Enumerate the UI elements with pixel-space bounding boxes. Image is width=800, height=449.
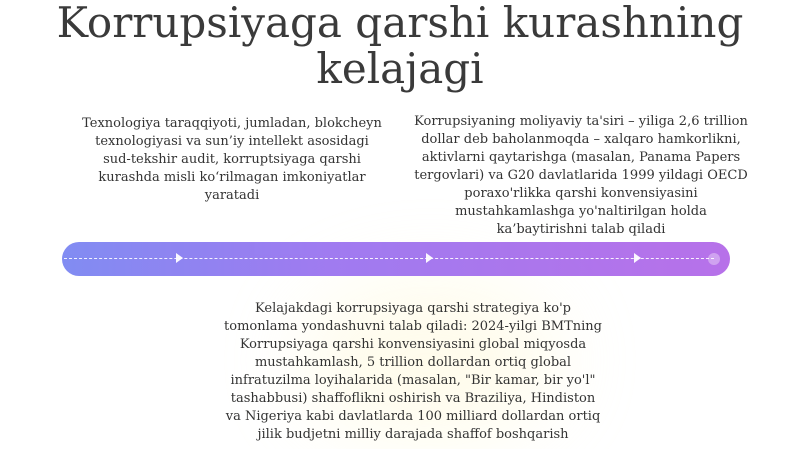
page-title: Korrupsiyaga qarshi kurashning kelajagi bbox=[56, 0, 744, 93]
arrow-right-icon bbox=[634, 253, 641, 263]
right-text-block: Korrupsiyaning moliyaviy ta'siri – yiliga 2,6 trillion dollar deb baholanmoqda – xalqaro hamkorlikni, aktivlarni qaytarishga (masalan, Panama Papers tergovlari) va G20 davlatlarida 1999 yildagi OECD poraxo'rlikka qarshi konvensiyasini mustahkamlashga yo'naltirilgan holda ka’baytirishni talab qiladi bbox=[414, 114, 748, 237]
bottom-text-block: Kelajakdagi korrupsiyaga qarshi strategiya ko'p tomonlama yondashuvni talab qiladi: 2024-yilgi BMTning Korrupsiyaga qarshi konvensiyasini global miqyosda mustahkamlash, 5 trillion dollardan ortiq global infratuzilma loyihalarida (masalan, "Bir kamar, bir yo'l" tashabbusi) shaffoflikni oshirish va Braziliya, Hindiston va Nigeriya kabi davlatlarda 100 milliard dollardan ortiq jilik budjetni milliy darajada shaffof boshqarish bbox=[224, 301, 602, 442]
arrow-right-icon bbox=[426, 253, 433, 263]
arrow-right-icon bbox=[176, 253, 183, 263]
timeline-end-dot bbox=[708, 253, 720, 265]
timeline-dashed-line bbox=[64, 258, 714, 259]
left-text-block: Texnologiya taraqqiyoti, jumladan, blokcheyn texnologiyasi va sun’iy intellekt asosidagi sud-tekshir audit, korruptsiyaga qarshi kurashda misli ko‘rilmagan imkoniyatlar yaratadi bbox=[82, 116, 382, 203]
timeline-bar bbox=[62, 242, 730, 276]
